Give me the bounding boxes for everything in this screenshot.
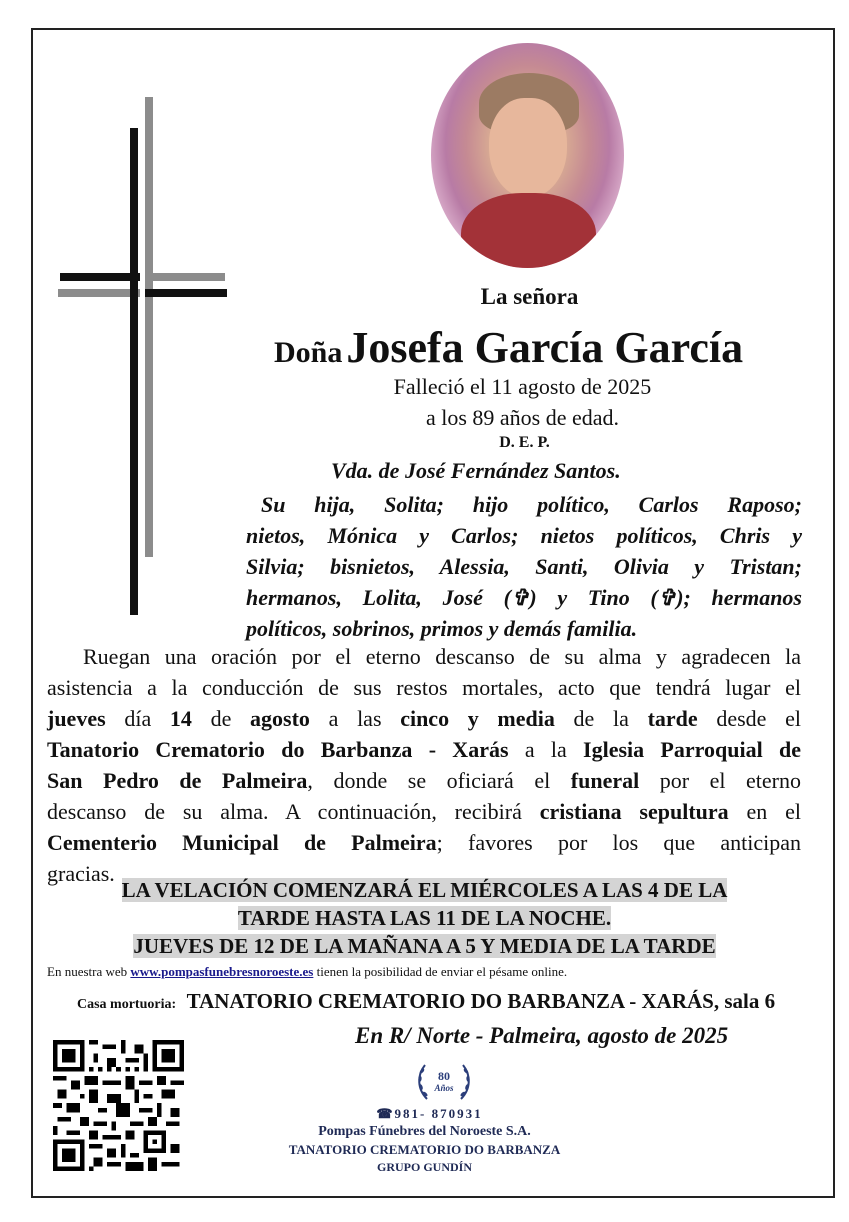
deceased-name: Josefa García García bbox=[346, 323, 744, 372]
portrait-face bbox=[489, 98, 567, 198]
family-line: Su hija, Solita; hijo político, Carlos Raposo; bbox=[261, 492, 802, 517]
web-condolence-line bbox=[47, 964, 567, 980]
company-group: GRUPO GUNDÍN bbox=[377, 1160, 472, 1174]
web-prefix: En nuestra web bbox=[47, 964, 131, 979]
anniversary-logo bbox=[413, 1057, 475, 1105]
funeral-home-line bbox=[77, 989, 775, 1014]
bold-text: funeral bbox=[570, 768, 640, 793]
web-suffix: tienen la posibilidad de enviar el pésame online. bbox=[313, 964, 568, 979]
cross-black-arm-left bbox=[60, 273, 140, 281]
vigil-line-1 bbox=[0, 878, 849, 903]
body-line: descanso de su alma. A continuación, recibirá cristiana sepultura en el bbox=[47, 799, 801, 824]
bold-text: 14 bbox=[169, 706, 192, 731]
body-line: Tanatorio Crematorio do Barbanza - Xarás a la Iglesia Parroquial de bbox=[47, 737, 801, 762]
company-name: Pompas Fúnebres del Noroeste S.A. bbox=[318, 1124, 531, 1139]
family-line: nietos, Mónica y Carlos; nietos políticos, Chris y bbox=[246, 523, 802, 548]
cross-gray-vertical bbox=[145, 97, 153, 557]
phone-icon: ☎ bbox=[376, 1106, 395, 1121]
bold-text: Tanatorio Crematorio do Barbanza - Xarás bbox=[47, 737, 509, 762]
family-line: hermanos, Lolita, José (✞) y Tino (✞); hermanos bbox=[246, 585, 802, 610]
vigil-line-3 bbox=[0, 934, 849, 959]
bold-text: tarde bbox=[647, 706, 698, 731]
intro-text: La señora bbox=[480, 284, 579, 309]
bold-text: Cementerio Municipal de Palmeira bbox=[47, 830, 437, 855]
website-link[interactable]: www.pompasfunebresnoroeste.es bbox=[130, 964, 314, 979]
body-line: jueves día 14 de agosto a las cinco y media de la tarde desde el bbox=[47, 706, 801, 731]
vigil-text: LA VELACIÓN COMENZARÁ EL MIÉRCOLES A LAS 4 DE LA bbox=[121, 878, 728, 902]
logo-number: 80 bbox=[438, 1069, 450, 1083]
portrait-photo bbox=[431, 43, 624, 268]
body-line: Cementerio Municipal de Palmeira; favores por los que anticipan bbox=[47, 830, 801, 855]
funeral-home-label: Casa mortuoria: bbox=[77, 997, 177, 1012]
death-date: Falleció el 11 agosto de 2025 bbox=[393, 374, 652, 399]
body-line: asistencia a la conducción de sus restos mortales, acto que tendrá lugar el bbox=[47, 675, 801, 700]
cross-gray-arm-right bbox=[145, 273, 225, 281]
phone-number: 981- 870931 bbox=[394, 1106, 483, 1121]
funeral-home-value: TANATORIO CREMATORIO DO BARBANZA - XARÁS, sala 6 bbox=[186, 989, 776, 1013]
bold-text: agosto bbox=[250, 706, 310, 731]
bold-text: cinco y media bbox=[400, 706, 555, 731]
age-line: a los 89 años de edad. bbox=[425, 405, 620, 430]
bold-text: San Pedro de Palmeira bbox=[47, 768, 308, 793]
family-list bbox=[246, 489, 802, 644]
family-line: políticos, sobrinos, primos y demás familia. bbox=[246, 616, 638, 641]
portrait-shirt bbox=[461, 193, 596, 268]
bold-text: Iglesia Parroquial de bbox=[583, 737, 801, 762]
bold-text: cristiana sepultura bbox=[539, 799, 729, 824]
company-tanatorio: TANATORIO CREMATORIO DO BARBANZA bbox=[288, 1142, 561, 1157]
family-line: Silvia; bisnietos, Alessia, Santi, Olivia y Tristan; bbox=[246, 554, 802, 579]
bold-text: jueves bbox=[47, 706, 106, 731]
vigil-text: JUEVES DE 12 DE LA MAÑANA A 5 Y MEDIA DE LA TARDE bbox=[133, 934, 716, 958]
company-phone bbox=[0, 1106, 849, 1122]
body-line: Ruegan una oración por el eterno descanso de su alma y agradecen la bbox=[83, 644, 801, 669]
ceremony-text bbox=[47, 641, 801, 889]
deceased-name-line bbox=[274, 322, 743, 373]
cross-black-vertical bbox=[130, 128, 138, 615]
vigil-line-2 bbox=[0, 906, 849, 931]
widow-line: Vda. de José Fernández Santos. bbox=[331, 458, 621, 483]
body-line: gracias. bbox=[47, 861, 115, 886]
vigil-text: TARDE HASTA LAS 11 DE LA NOCHE. bbox=[237, 906, 612, 930]
dep-text: D. E. P. bbox=[499, 434, 550, 451]
logo-word: Años bbox=[434, 1083, 454, 1093]
body-line: San Pedro de Palmeira, donde se oficiará el funeral por el eterno bbox=[47, 768, 802, 793]
place-date: En R/ Norte - Palmeira, agosto de 2025 bbox=[355, 1023, 729, 1048]
honorific: Doña bbox=[274, 336, 343, 369]
